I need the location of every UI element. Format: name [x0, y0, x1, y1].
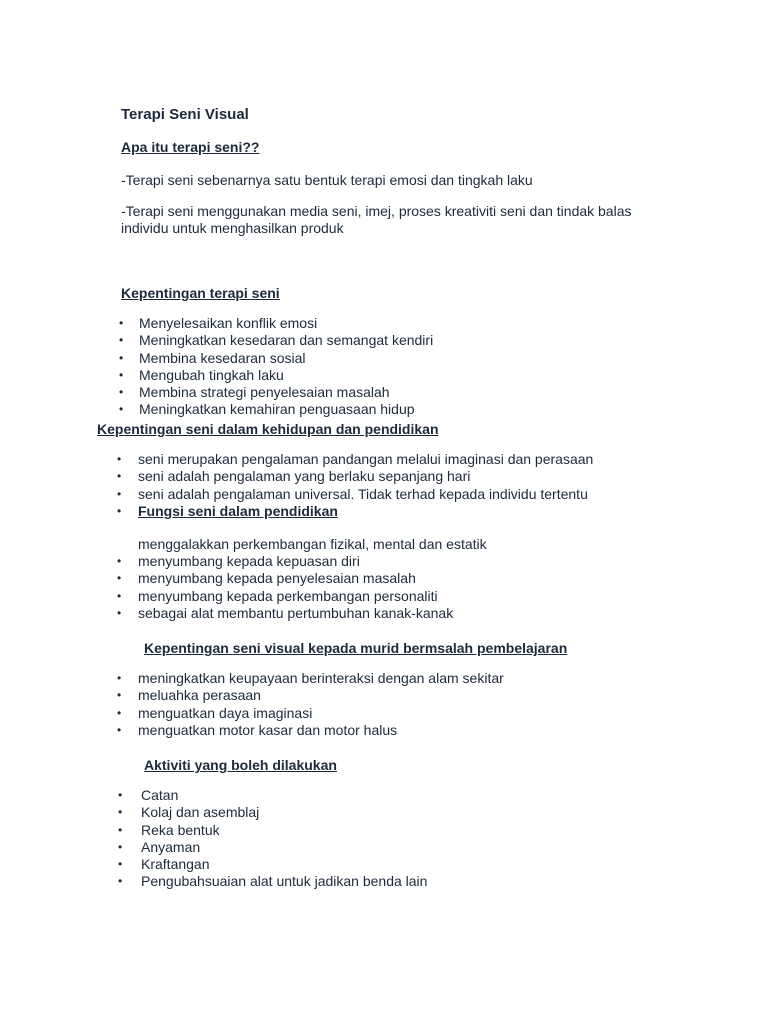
bullet-icon: •: [118, 839, 123, 854]
section-heading-importance-art-life-education: Kepentingan seni dalam kehidupan dan pendidikan: [97, 421, 439, 437]
bullet-icon: •: [117, 486, 122, 501]
document-title: Terapi Seni Visual: [121, 106, 249, 123]
paragraph-definition-2-line2: individu untuk menghasilkan produk: [121, 220, 344, 236]
bullet-icon: •: [117, 554, 122, 568]
bullet-icon: •: [118, 805, 123, 820]
list-item: • Membina strategi penyelesaian masalah: [119, 384, 390, 401]
list-item: • seni adalah pengalaman yang berlaku sepanjang hari: [117, 468, 471, 485]
list-item: • Anyaman: [118, 838, 201, 855]
bullet-icon: •: [117, 688, 122, 703]
bullet-icon: •: [117, 605, 122, 620]
list-item: • seni merupakan pengalaman pandangan melalui imaginasi dan perasaan: [117, 451, 594, 467]
bullet-icon: •: [117, 722, 122, 737]
list-item: • Menyelesaikan konflik emosi: [119, 315, 318, 331]
list-item: • menyumbang kepada penyelesaian masalah: [117, 570, 416, 587]
bullet-icon: •: [119, 316, 124, 330]
list-visual-art-learning-difficulty: [117, 670, 504, 739]
list-item: • Pengubahsuaian alat untuk jadikan benda lain: [118, 873, 428, 890]
subheading-art-function-education: Fungsi seni dalam pendidikan: [138, 502, 338, 519]
paragraph-definition-1: -Terapi seni sebenarnya satu bentuk terapi emosi dan tingkah laku: [121, 172, 533, 188]
list-art-function: [117, 553, 453, 622]
bullet-icon: •: [118, 857, 123, 872]
list-item: • Kolaj dan asemblaj: [118, 804, 260, 821]
bullet-icon: •: [119, 367, 124, 382]
list-item: • meningkatkan keupayaan berinteraksi dengan alam sekitar: [117, 670, 504, 686]
list-item: • Catan: [118, 787, 179, 803]
bullet-icon: •: [119, 350, 124, 365]
bullet-icon: •: [119, 333, 124, 348]
bullet-icon: •: [119, 385, 124, 400]
list-item-subheading: [117, 503, 593, 520]
bullet-icon: •: [117, 705, 122, 720]
list-item: • Kraftangan: [118, 856, 210, 873]
bullet-icon: •: [117, 571, 122, 586]
section-heading-activities: Aktiviti yang boleh dilakukan: [144, 757, 337, 773]
bullet-icon: •: [117, 469, 122, 484]
section-heading-what-is-art-therapy: Apa itu terapi seni??: [121, 139, 260, 155]
section-heading-visual-art-learning-difficulty: Kepentingan seni visual kepada murid bermsalah pembelajaran: [144, 640, 568, 656]
bullet-icon: •: [118, 788, 123, 802]
bullet-icon: •: [117, 503, 122, 518]
list-item: • meluahka perasaan: [117, 687, 261, 704]
list-item: • sebagai alat membantu pertumbuhan kanak-kanak: [117, 604, 454, 621]
list-item: • seni adalah pengalaman universal. Tidak terhad kepada individu tertentu: [117, 485, 588, 502]
bullet-icon: •: [117, 588, 122, 603]
list-item: • Reka bentuk: [118, 821, 220, 838]
list-item: • Meningkatkan kesedaran dan semangat kendiri: [119, 332, 434, 349]
section-heading-importance-art-therapy: Kepentingan terapi seni: [121, 285, 280, 301]
bullet-icon: •: [117, 452, 122, 466]
list-item: • Meningkatkan kemahiran penguasaan hidup: [119, 401, 415, 418]
list-importance-art-life: [117, 451, 593, 520]
list-item: • Membina kesedaran sosial: [119, 349, 306, 366]
list-item: • menyumbang kepada perkembangan personaliti: [117, 587, 438, 604]
list-item: • menguatkan motor kasar dan motor halus: [117, 721, 398, 738]
paragraph-definition-2-line1: -Terapi seni menggunakan media seni, imej, proses kreativiti seni dan tindak balas: [121, 203, 632, 219]
list-activities: [118, 787, 427, 891]
bullet-icon: •: [118, 874, 123, 889]
list-item: • menyumbang kepada kepuasan diri: [117, 553, 360, 569]
bullet-icon: •: [119, 402, 124, 417]
bullet-icon: •: [118, 822, 123, 837]
paragraph-art-function-intro: menggalakkan perkembangan fizikal, mental dan estatik: [138, 536, 487, 552]
bullet-icon: •: [117, 671, 122, 685]
list-item: • Mengubah tingkah laku: [119, 366, 284, 383]
list-item: • menguatkan daya imaginasi: [117, 704, 313, 721]
list-importance-art-therapy: [119, 315, 433, 419]
